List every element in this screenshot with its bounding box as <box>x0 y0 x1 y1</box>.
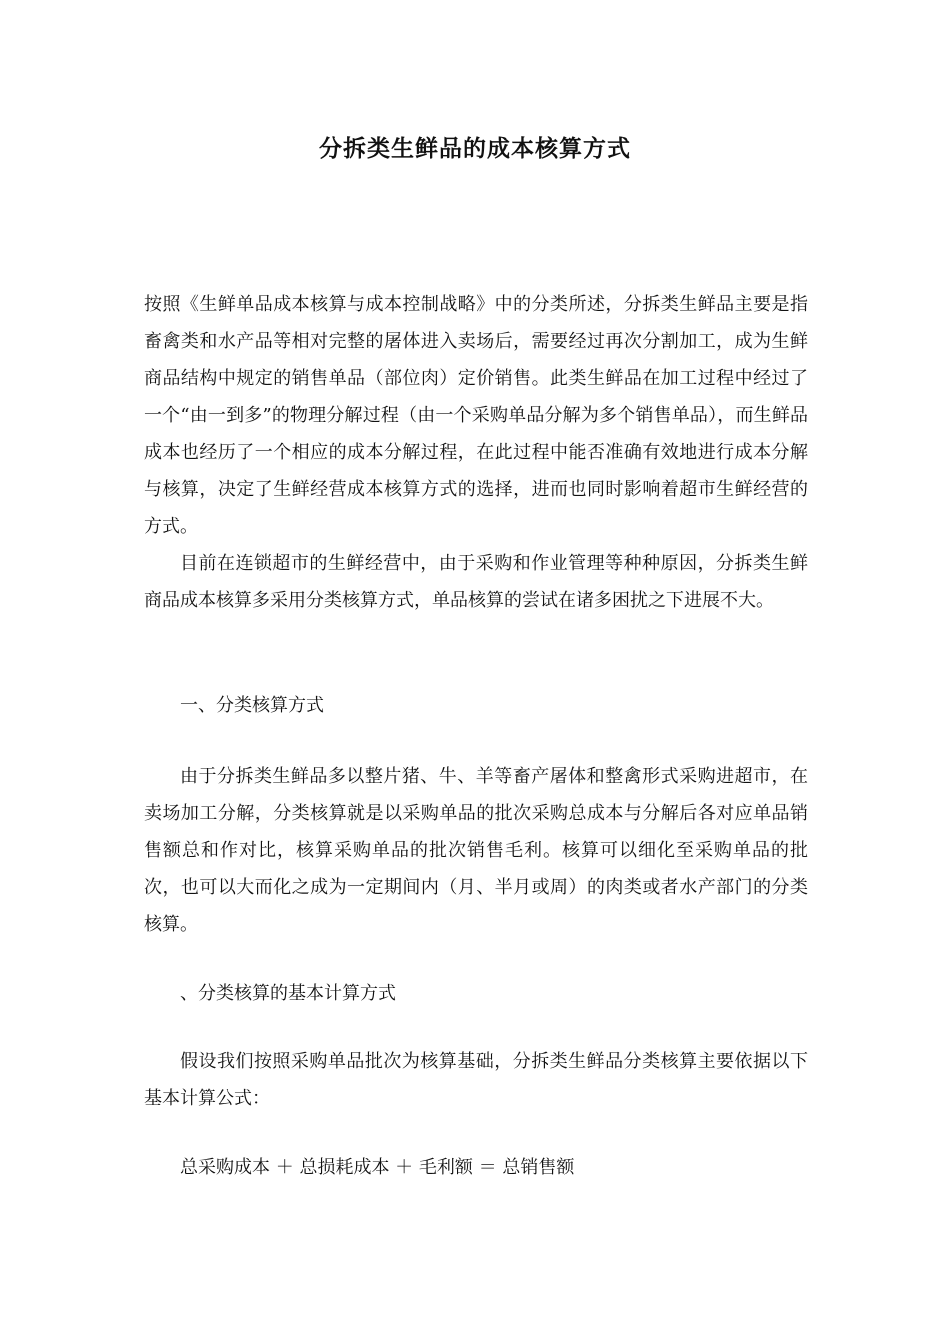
section-heading-basic-calculation: 、分类核算的基本计算方式 <box>180 983 396 1004</box>
document-title: 分拆类生鲜品的成本核算方式 <box>319 135 631 162</box>
paragraph-assumption: 假设我们按照采购单品批次为核算基础，分拆类生鲜品分类核算主要依据以下基本计算公式： <box>144 1051 808 1109</box>
paragraph-classification-method: 由于分拆类生鲜品多以整片猪、牛、羊等畜产屠体和整禽形式采购进超市，在卖场加工分解，分类核算就是以采购单品的批次采购总成本与分解后各对应单品销售额总和作对比，核算采购单品的批次销售毛利。核算可以细化至采购单品的批次，也可以大而化之成为一定期间内（月、半月或周）的肉类或者水产部门的分类核算。 <box>144 766 808 935</box>
formula-line: 总采购成本 ＋ 总损耗成本 ＋ 毛利额 ＝ 总销售额 <box>180 1157 575 1178</box>
section-heading-classification: 一、分类核算方式 <box>180 695 324 716</box>
paragraph-intro: 按照《生鲜单品成本核算与成本控制战略》中的分类所述，分拆类生鲜品主要是指畜禽类和水产品等相对完整的屠体进入卖场后，需要经过再次分割加工，成为生鲜商品结构中规定的销售单品（部位肉）定价销售。此类生鲜品在加工过程中经过了一个“由一到多”的物理分解过程（由一个采购单品分解为多个销售单品），而生鲜品成本也经历了一个相应的成本分解过程，在此过程中能否准确有效地进行成本分解与核算，决定了生鲜经营成本核算方式的选择，进而也同时影响着超市生鲜经营的方式。 <box>144 294 808 537</box>
paragraph-current-practice: 目前在连锁超市的生鲜经营中，由于采购和作业管理等种种原因，分拆类生鲜商品成本核算多采用分类核算方式，单品核算的尝试在诸多困扰之下进展不大。 <box>144 553 808 611</box>
